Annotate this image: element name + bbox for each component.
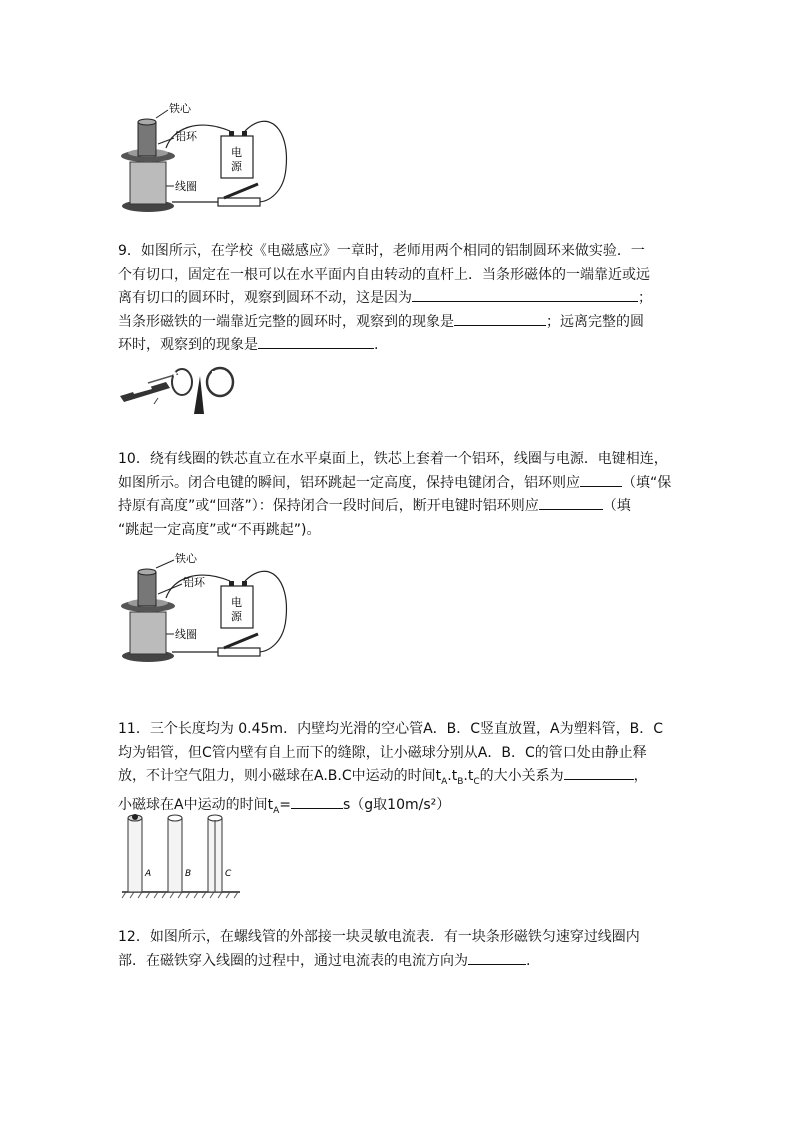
question-11: 11．三个长度均为 0.45m．内壁均光滑的空心管A．B．C竖直放置，A为塑料管，B．C 均为铝管，但C管内壁有自上而下的缝隙，让小磁球分别从A．B．C的管口处由静止释 放，不计空气阻力，则小磁球在A.B.C中运动的时间$t_A.t_B.t_C$的大小关系为 ， 小磁球在A中运动的时间$t_A= s(g$取10m/s²） [118, 718, 678, 824]
core-label: 铁心 [175, 552, 197, 565]
q12-blank-1[interactable] [468, 950, 526, 965]
q9-line-4: 当条形磁铁的一端靠近完整的圆环时，观察到的现象是 [118, 313, 454, 330]
tube-label-b: B [185, 869, 192, 879]
q11-blank-1[interactable] [564, 765, 634, 780]
q9-line-3: 离有切口的圆环时，观察到圆环不动，这是因为 [118, 290, 412, 306]
q9-blank-1[interactable] [412, 287, 638, 302]
power-label-2: 源 [231, 610, 242, 623]
power-label-2: 源 [231, 160, 242, 173]
q10-line-4: “跳起一定高度”或“不再跳起”)。 [118, 521, 321, 538]
power-label-1: 电 [231, 146, 242, 159]
power-label-1: 电 [231, 596, 242, 609]
core-label: 铁心 [169, 102, 191, 115]
figure-coil-apparatus-top [118, 98, 298, 216]
q9-blank-3[interactable] [258, 334, 374, 349]
q9-blank-2[interactable] [454, 311, 546, 326]
q11-line-4: 小磁球在A中运动的时间t [118, 797, 274, 814]
q11-line-2: 均为铝管，但C管内壁有自上而下的缝隙，让小磁球分别从A．B．C的管口处由静止释 [118, 744, 647, 761]
tube-label-a: A [145, 869, 152, 879]
q12-line-2: 部．在磁铁穿入线圈的过程中，通过电流表的电流方向为 [118, 952, 468, 969]
q10-blank-2[interactable] [539, 495, 603, 510]
q11-line-3: 放，不计空气阻力，则小磁球在A.B.C中运动的时间t [118, 768, 442, 784]
question-10: 10．绕有线圈的铁芯直立在水平桌面上，铁芯上套着一个铝环，线圈与电源．电键相连， 如图所示。闭合电键的瞬间，铝环跳起一定高度，保持电键闭合，铝环则应 （填“保 持原有高度”或“回落”）：保持闭合一段时间后，断开电键时铝环则应 （填 “跳起一定高度”或“不再跳起”)。 [118, 448, 678, 542]
figure-three-tubes [118, 808, 242, 904]
question-12: 12．如图所示，在螺线管的外部接一块灵敏电流表．有一块条形磁铁匀速穿过线圈内 部．在磁铁穿入线圈的过程中，通过电流表的电流方向为 . [118, 926, 678, 973]
tube-label-c: C [225, 869, 232, 879]
ring-label: 铝环 [183, 576, 205, 589]
q10-line-1: 10．绕有线圈的铁芯直立在水平桌面上，铁芯上套着一个铝环，线圈与电源．电键相连， [118, 451, 668, 467]
q10-line-2: 如图所示。闭合电键的瞬间，铝环跳起一定高度，保持电键闭合，铝环则应 [118, 474, 580, 491]
q10-blank-1[interactable] [580, 472, 622, 487]
figure-coil-apparatus-middle [118, 548, 298, 666]
figure-magnet-rings [118, 358, 242, 418]
q11-line-1: 11．三个长度均为 0.45m．内壁均光滑的空心管A．B．C竖直放置，A为塑料管，B．C [118, 721, 663, 737]
q9-line-5: 环时，观察到的现象是 [118, 337, 258, 353]
q9-line-2: 个有切口，固定在一根可以在水平面内自由转动的直杆上．当条形磁体的一端靠近或远 [118, 266, 650, 283]
q10-line-3: 持原有高度”或“回落”）：保持闭合一段时间后，断开电键时铝环则应 [118, 498, 539, 514]
coil-label: 线圈 [175, 180, 197, 193]
ring-label: 铝环 [175, 130, 197, 143]
coil-label: 线圈 [175, 628, 197, 641]
q11-blank-2[interactable] [291, 794, 343, 809]
q12-line-1: 12．如图所示，在螺线管的外部接一块灵敏电流表．有一块条形磁铁匀速穿过线圈内 [118, 929, 640, 945]
q9-line-1: 9．如图所示，在学校《电磁感应》一章时，老师用两个相同的铝制圆环来做实验．一 [118, 243, 645, 259]
question-9: 9．如图所示，在学校《电磁感应》一章时，老师用两个相同的铝制圆环来做实验．一 个有切口，固定在一根可以在水平面内自由转动的直杆上．当条形磁体的一端靠近或远 离有切口的圆环时，观察到圆环不动，这是因为 ； 当条形磁铁的一端靠近完整的圆环时，观察到的现象是 ；远离完整的圆 环时，观察到的现象是 . [118, 240, 678, 358]
